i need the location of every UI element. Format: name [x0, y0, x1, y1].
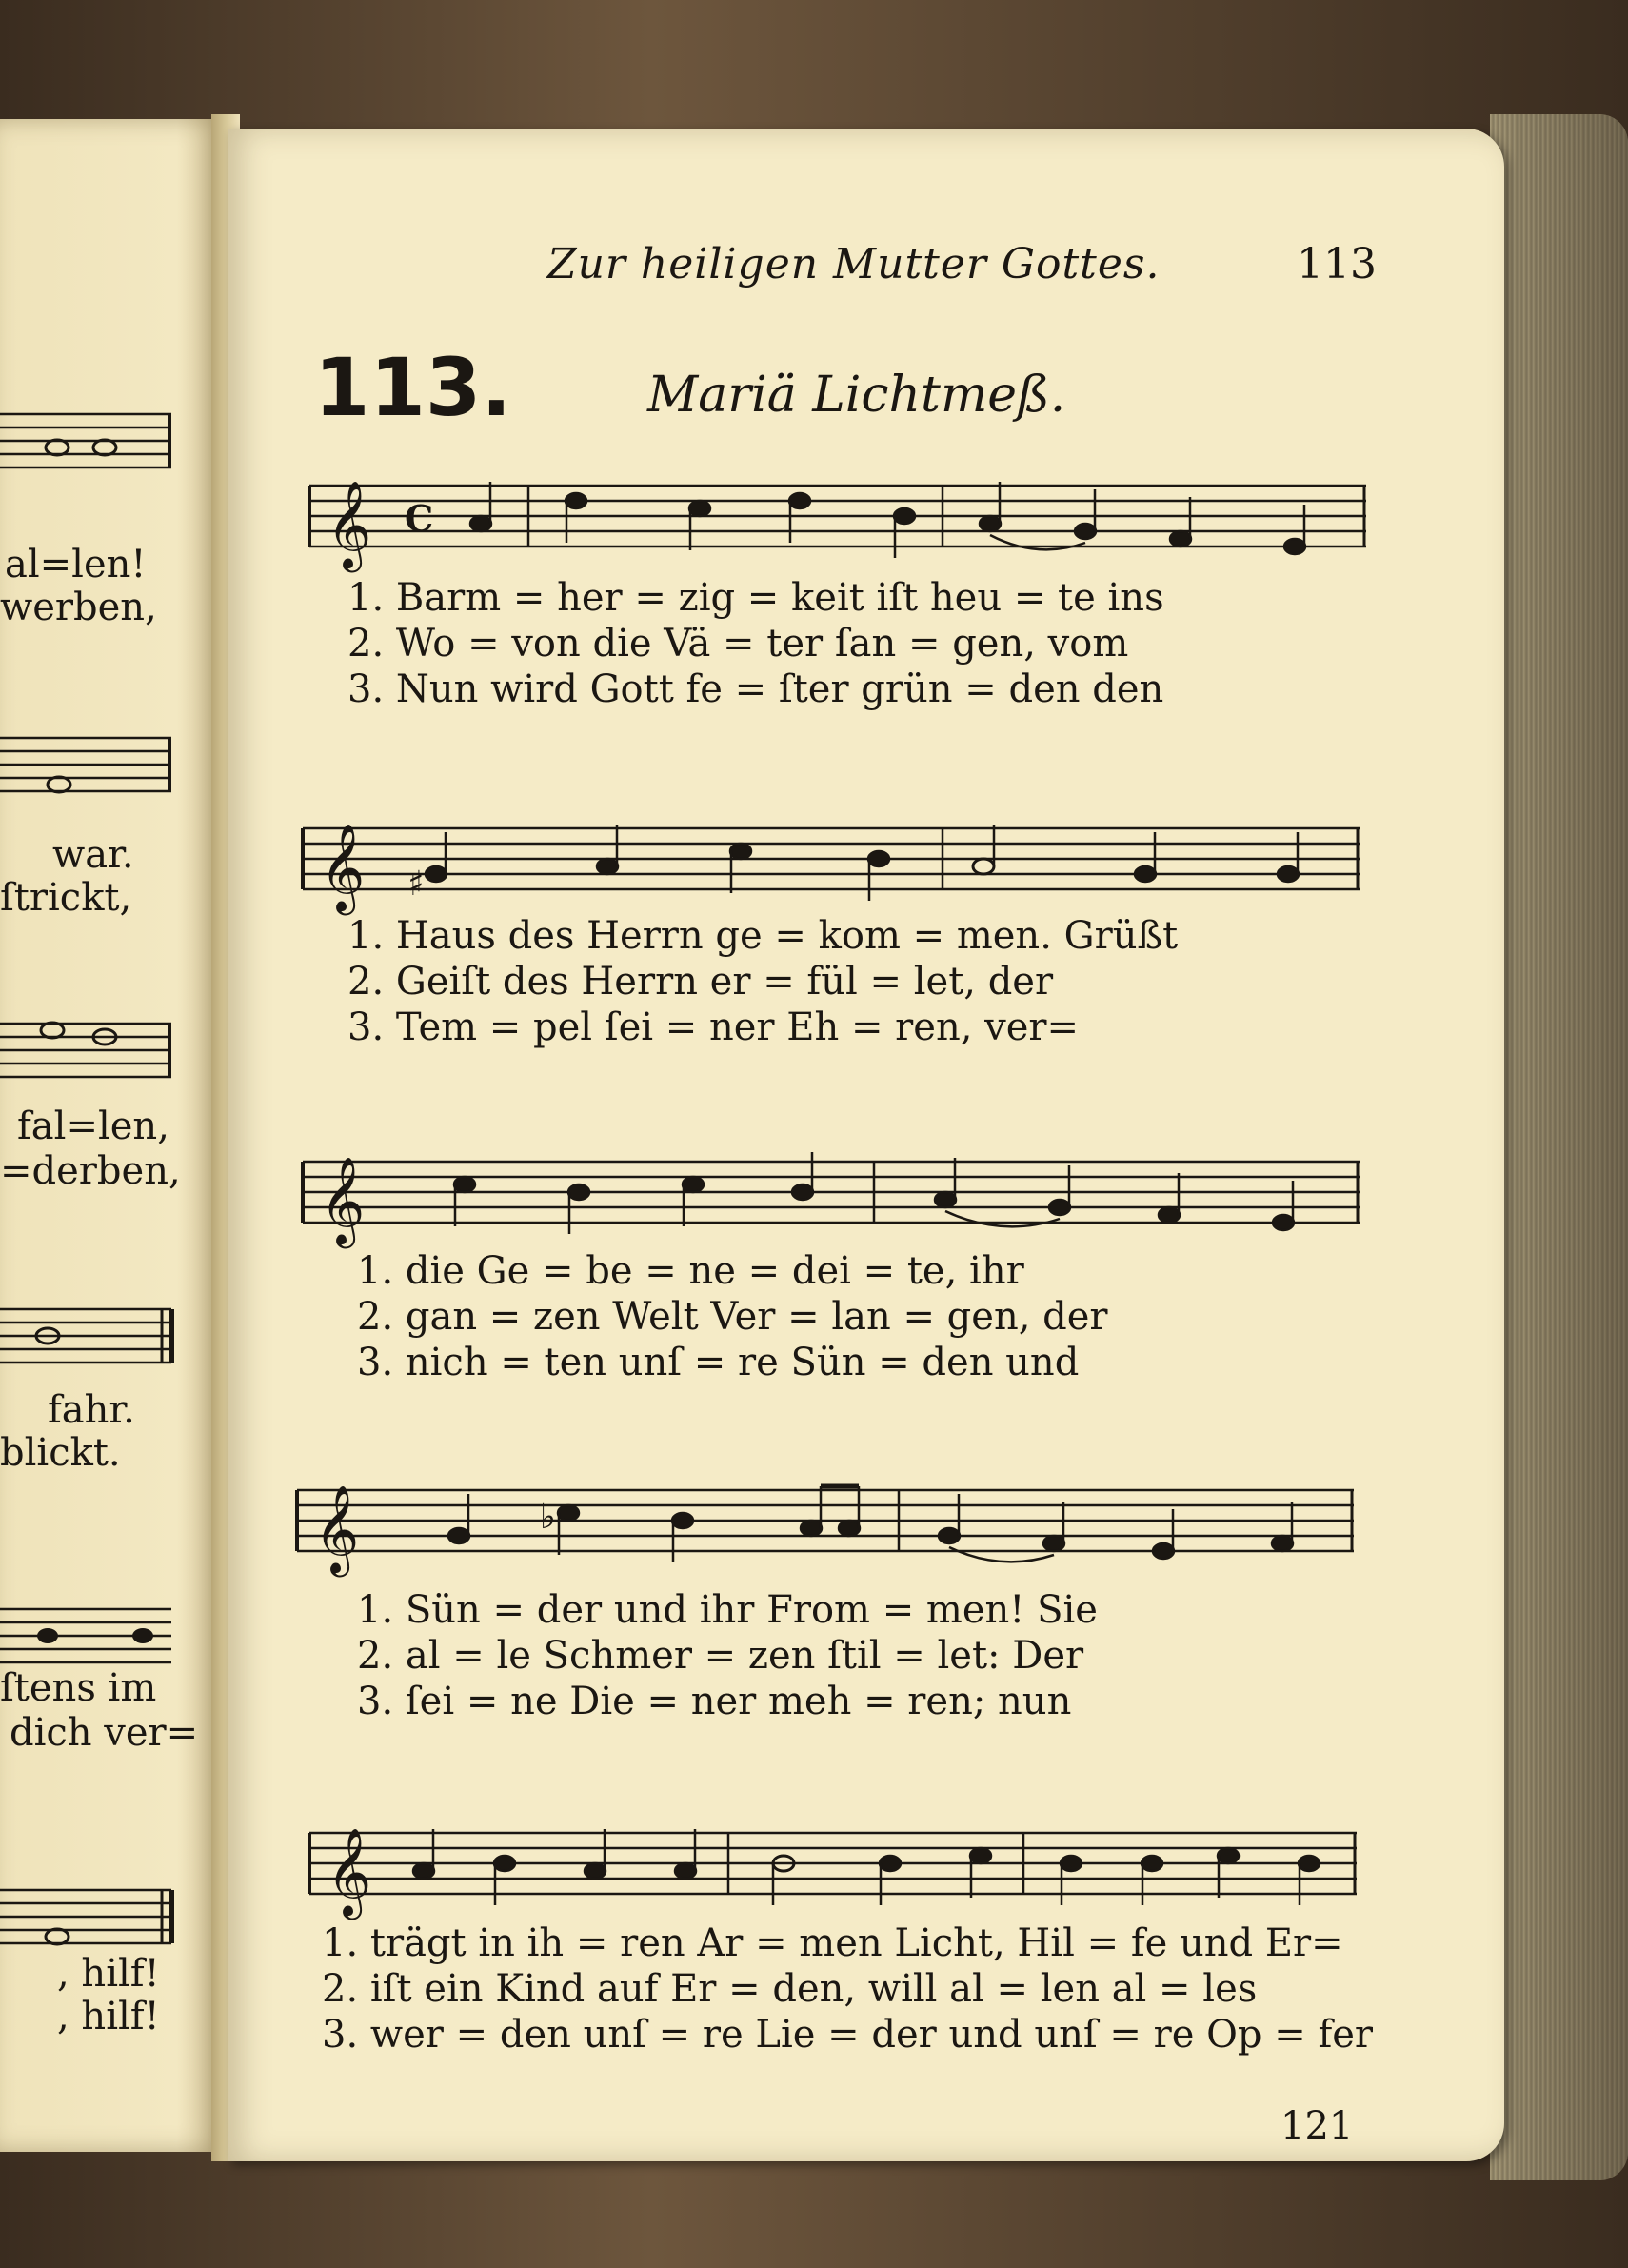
left-staff-fragment: [0, 1600, 181, 1685]
left-fragment: =derben,: [0, 1149, 181, 1193]
flat-icon: ♭: [540, 1498, 556, 1537]
left-fragment: war.: [52, 833, 134, 877]
lyric-line: 3. wer = den unſ = re Lie = der und unſ = re Op = fer: [322, 2013, 1374, 2057]
treble-clef-icon: 𝄞: [320, 1156, 366, 1244]
common-time-icon: C: [405, 497, 434, 540]
lyric-line: 1. Barm = her = zig = keit iſt heu = te ins: [347, 576, 1164, 620]
sharp-icon: ♯: [407, 865, 425, 904]
left-staff-fragment: [0, 1014, 181, 1100]
folio-number: 121: [1281, 2104, 1354, 2148]
page-number: 113: [1297, 240, 1377, 288]
running-head: Zur heiligen Mutter Gottes.: [547, 240, 1161, 288]
treble-clef-icon: 𝄞: [327, 1827, 372, 1916]
music-staff-4: [297, 1481, 1359, 1576]
treble-clef-icon: 𝄞: [327, 480, 372, 568]
lyric-line: 3. nich = ten unſ = re Sün = den und: [357, 1341, 1080, 1384]
left-page: [0, 119, 221, 2152]
music-staff-3: [303, 1152, 1364, 1247]
hymn-title: Mariä Lichtmeß.: [647, 367, 1066, 424]
music-staff-5: [309, 1823, 1366, 1919]
left-fragment: werben,: [0, 586, 157, 629]
treble-clef-icon: 𝄞: [320, 823, 366, 911]
left-fragment: , hilf!: [57, 1952, 160, 1996]
lyric-line: 1. Haus des Herrn ge = kom = men. Grüßt: [347, 914, 1179, 958]
left-staff-fragment: [0, 1880, 181, 1966]
left-fragment: blickt.: [0, 1431, 121, 1475]
lyric-line: 1. die Ge = be = ne = dei = te, ihr: [357, 1249, 1024, 1293]
lyric-line: 1. Sün = der und ihr From = men! Sie: [357, 1588, 1098, 1632]
lyric-line: 2. iſt ein Kind auf Er = den, will al = len al = les: [322, 1967, 1258, 2011]
left-fragment: ſtrickt,: [0, 876, 132, 920]
lyric-line: 2. al = le Schmer = zen ſtil = let: Der: [357, 1634, 1084, 1678]
left-fragment: fal=len,: [17, 1104, 169, 1148]
left-staff-fragment: [0, 728, 181, 814]
lyric-line: 3. Nun wird Gott fe = ſter grün = den den: [347, 667, 1164, 711]
left-fragment: , hilf!: [57, 1995, 160, 2039]
music-staff-2: [303, 819, 1364, 914]
left-fragment: dich ver=: [10, 1711, 199, 1755]
left-staff-fragment: [0, 405, 181, 490]
lyric-line: 3. Tem = pel ſei = ner Eh = ren, ver=: [347, 1005, 1080, 1049]
treble-clef-icon: 𝄞: [314, 1484, 360, 1573]
hymn-number: 113.: [314, 341, 512, 434]
music-staff-1: [309, 476, 1371, 571]
lyric-line: 2. Geiſt des Herrn er = fül = let, der: [347, 960, 1054, 1004]
lyric-line: 3. ſei = ne Die = ner meh = ren; nun: [357, 1680, 1072, 1723]
left-fragment: al=len!: [5, 543, 147, 587]
lyric-line: 1. trägt in ih = ren Ar = men Licht, Hil = fe und Er=: [322, 1921, 1343, 1965]
left-staff-fragment: [0, 1300, 181, 1385]
left-fragment: ſtens im: [0, 1666, 157, 1710]
left-fragment: fahr.: [48, 1388, 135, 1432]
lyric-line: 2. gan = zen Welt Ver = lan = gen, der: [357, 1295, 1108, 1339]
lyric-line: 2. Wo = von die Vä = ter ſan = gen, vom: [347, 622, 1129, 666]
